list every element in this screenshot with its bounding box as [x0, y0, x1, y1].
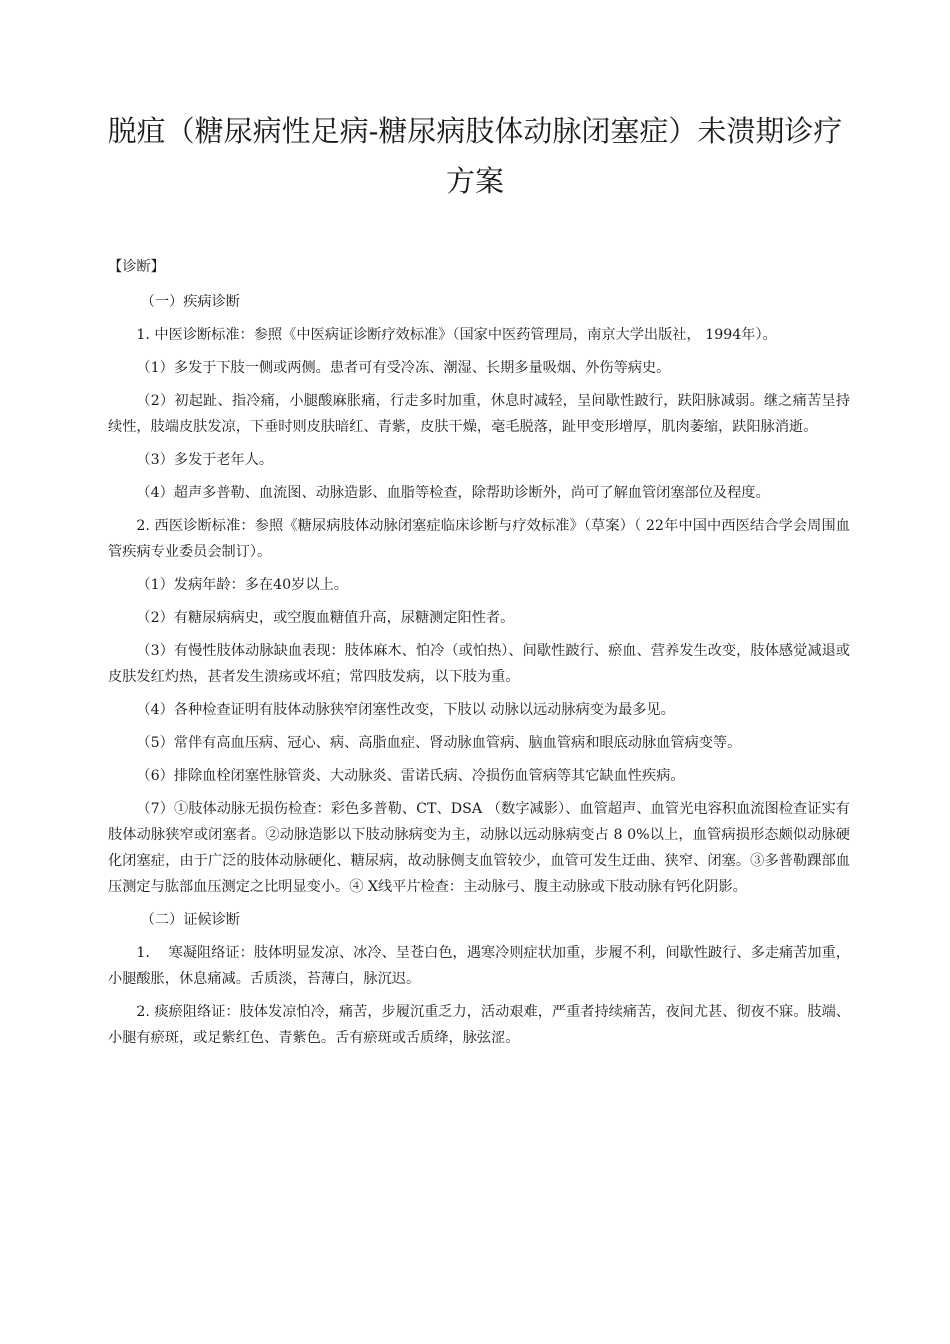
paragraph-western-item-5: （5）常伴有高血压病、冠心、病、高脂血症、肾动脉血管病、脑血管病和眼底动脉血管病变等。 — [136, 735, 742, 751]
paragraph-tcm-item-1: （1）多发于下肢一侧或两侧。患者可有受冷冻、潮湿、长期多量吸烟、外伤等病史。 — [136, 360, 671, 376]
subsection-heading-disease: （一）疾病诊断 — [140, 294, 240, 310]
paragraph-western-item-3: （3）有慢性肢体动脉缺血表现：肢体麻木、怕冷（或怕热）、间歇性跛行、瘀血、营养发生改变，肢体感觉减退或皮肤发红灼热，甚者发生溃疡或坏疽；常四肢发病，以下肢为重。 — [108, 643, 850, 685]
document-title-line-2: 方案 — [445, 164, 504, 198]
paragraph-syndrome-cold: 1. 寒凝阻络证：肢体明显发凉、冰冷、呈苍白色，遇寒冷则症状加重，步履不利，间歇性跛行、多走痛苦加重，小腿酸胀，休息痛减。舌质淡，苔薄白，脉沉迟。 — [108, 945, 850, 987]
paragraph-western-item-6: （6）排除血栓闭塞性脉管炎、大动脉炎、雷诺氏病、冷损伤血管病等其它缺血性疾病。 — [136, 768, 685, 784]
paragraph-western-item-7: （7）①肢体动脉无损伤检查：彩色多普勒、CT、DSA （数字减影）、血管超声、血管光电容积血流图检查证实有肢体动脉狭窄或闭塞者。②动脉造影以下肢动脉病变为主，动脉以远动脉病变占 8 0%以上，血管病损形态颇似动脉硬化闭塞症，由于广泛的肢体动脉硬化、糖尿病，故动脉侧支血管较少，血管可发生迂曲、狭窄、闭塞。③多普勒踝部血压测定与肱部血压测定之比明显变小。④ X线平片检查：主动脉弓、腹主动脉或下肢动脉有钙化阴影。 — [108, 801, 850, 895]
paragraph-western-item-4: （4）各种检查证明有肢体动脉狭窄闭塞性改变，下肢以 动脉以远动脉病变为最多见。 — [136, 702, 675, 718]
paragraph-western-item-1: （1）发病年龄：多在40岁以上。 — [136, 577, 348, 593]
document-title-line-1: 脱疽（糖尿病性足病-糖尿病肢体动脉闭塞症）未溃期诊疗 — [107, 114, 843, 148]
paragraph-tcm-item-2: （2）初起趾、指冷痛，小腿酸麻胀痛，行走多时加重，休息时减轻，呈间歇性跛行，趺阳脉减弱。继之痛苦呈持续性，肢端皮肤发凉，下垂时则皮肤暗红、青紫，皮肤干燥，毫毛脱落，趾甲变形增厚，肌肉萎缩，趺阳脉消逝。 — [108, 393, 850, 435]
paragraph-tcm-item-4: （4）超声多普勒、血流图、动脉造影、血脂等检查，除帮助诊断外，尚可了解血管闭塞部位及程度。 — [136, 485, 770, 501]
subsection-heading-syndrome: （二）证候诊断 — [140, 912, 240, 928]
paragraph-syndrome-phlegm-stasis: 2. 痰瘀阻络证：肢体发凉怕冷，痛苦，步履沉重乏力，活动艰难，严重者持续痛苦，夜间尤甚、彻夜不寐。肢端、小腿有瘀斑，或足紫红色、青紫色。舌有瘀斑或舌质绛，脉弦涩。 — [108, 1004, 850, 1046]
paragraph-western-item-2: （2）有糖尿病病史，或空腹血糖值升高，尿糖测定阳性者。 — [136, 610, 515, 626]
paragraph-tcm-criteria: 1. 中医诊断标准：参照《中医病证诊断疗效标准》（国家中医药管理局，南京大学出版社， 1994年）。 — [136, 327, 777, 343]
document-body — [108, 254, 850, 1058]
paragraph-tcm-item-3: （3）多发于老年人。 — [136, 452, 274, 468]
section-heading-diagnosis: 【诊断】 — [108, 259, 165, 275]
paragraph-western-criteria: 2. 西医诊断标准：参照《糖尿病肢体动脉闭塞症临床诊断与疗效标准》（草案）（ 22年中国中西医结合学会周围血管疾病专业委员会制订）。 — [108, 518, 850, 560]
